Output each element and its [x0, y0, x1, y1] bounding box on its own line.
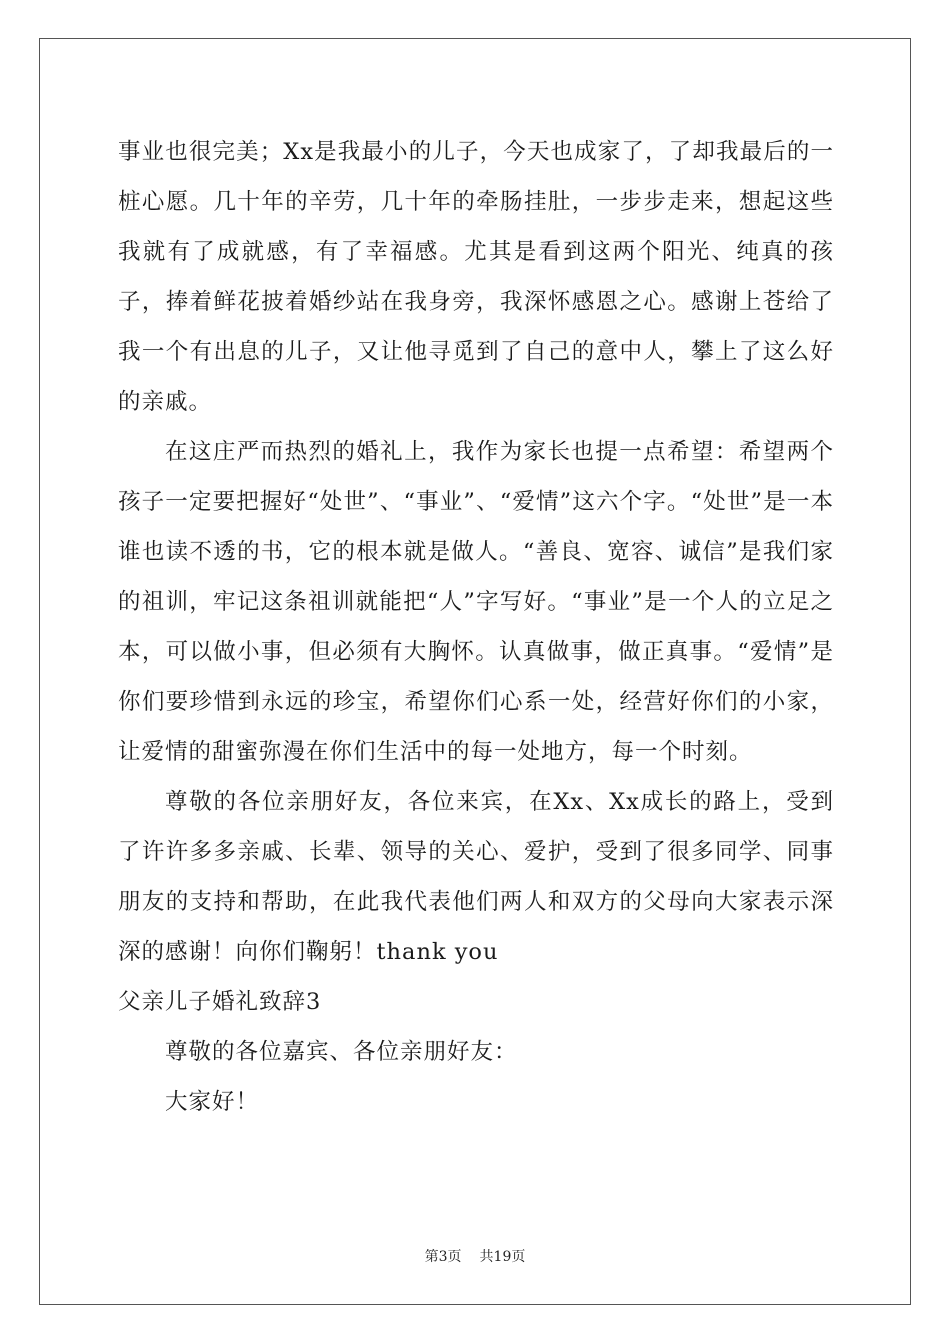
page-footer — [0, 1246, 950, 1266]
page-number: 第3页 — [424, 1249, 462, 1265]
document-body — [118, 127, 834, 1127]
paragraph-3: 尊敬的各位亲朋好友，各位来宾，在Xx、Xx成长的路上，受到了许许多多亲戚、长辈、领导的关心、爱护，受到了很多同学、同事朋友的支持和帮助，在此我代表他们两人和双方的父母向大家表示深深的感谢！向你们鞠躬！thank you — [118, 789, 834, 965]
section-title: 父亲儿子婚礼致辞3 — [118, 989, 322, 1015]
page-total: 共19页 — [479, 1249, 526, 1265]
paragraph-2: 在这庄严而热烈的婚礼上，我作为家长也提一点希望：希望两个孩子一定要把握好“处世”、“事业”、“爱情”这六个字。“处世”是一本谁也读不透的书，它的根本就是做人。“善良、宽容、诚信”是我们家的祖训，牢记这条祖训就能把“人”字写好。“事业”是一个人的立足之本，可以做小事，但必须有大胸怀。认真做事，做正真事。“爱情”是你们要珍惜到永远的珍宝，希望你们心系一处，经营好你们的小家，让爱情的甜蜜弥漫在你们生活中的每一处地方，每一个时刻。 — [118, 439, 834, 765]
salutation-line: 大家好！ — [165, 1089, 260, 1115]
greeting-line: 尊敬的各位嘉宾、各位亲朋好友： — [165, 1039, 518, 1065]
paragraph-1: 事业也很完美；Xx是我最小的儿子，今天也成家了，了却我最后的一桩心愿。几十年的辛劳，几十年的牵肠挂肚，一步步走来，想起这些我就有了成就感，有了幸福感。尤其是看到这两个阳光、纯真的孩子，捧着鲜花披着婚纱站在我身旁，我深怀感恩之心。感谢上苍给了我一个有出息的儿子，又让他寻觅到了自己的意中人，攀上了这么好的亲戚。 — [118, 139, 834, 415]
